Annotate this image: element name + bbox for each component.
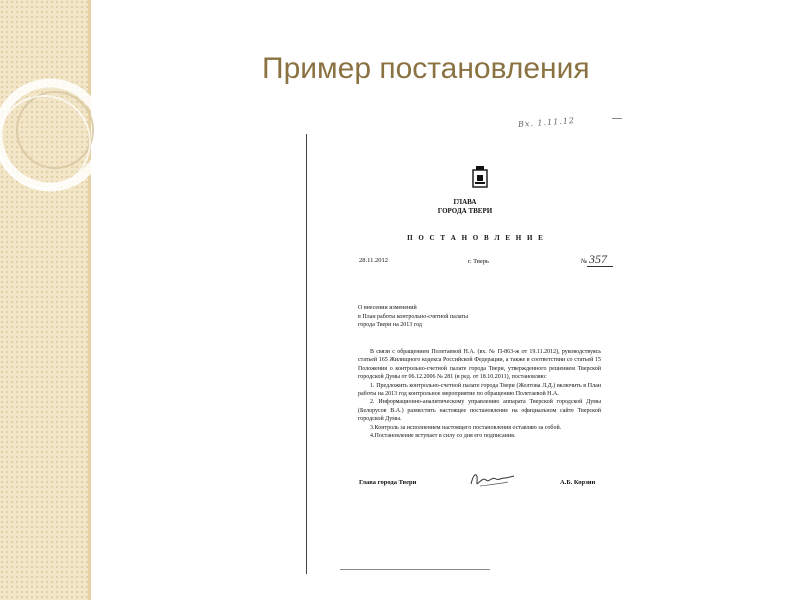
subject-line: в План работы контрольно-счетной палаты (358, 313, 469, 320)
number-underline (587, 266, 613, 267)
header-title: ГЛАВА (453, 198, 477, 206)
subject-line: города Твери на 2013 год (358, 322, 422, 328)
subject-line: О внесении изменений (358, 305, 417, 311)
handwritten-note: Вх. 1.11.12 (517, 116, 576, 129)
decorative-rings (0, 60, 140, 240)
body-paragraph: В связи с обращением Полетаевой Н.А. (вх. № П-863-ж от 19.11.2012), руководствуясь статьей 165 Жилищного кодекса Российской Федерации, а также в соответствии со статьей 15 Положения о контрольно-счетной палате города Твери, утвержденного решением Тверской городской Думы от 06.12.2006 № 281 (в ред. от 18.10.2011), постановляю: (358, 349, 601, 381)
document-subject (358, 304, 508, 330)
document-number: 357 (589, 252, 607, 266)
document-type: П О С Т А Н О В Л Е Н И Е (407, 234, 545, 242)
handwritten-signature (468, 468, 518, 490)
body-paragraph: 3.Контроль за исполнением настоящего постановления оставляю за собой. (370, 424, 562, 431)
body-paragraph: 2. Информационно-аналитическому управлению аппарата Тверской городской Думы (Белорусов В.А.) разместить настоящее постановление на официальном сайте Тверской городской Думы. (358, 399, 601, 423)
signature-name: А.Б. Корзин (560, 479, 596, 486)
body-paragraph: 1. Предложить контрольно-счетной палате города Твери (Жолтова Л.Д.) включить в План работы на 2013 год контрольное мероприятие по обращению Полетаевой Н.А. (358, 382, 601, 398)
scan-mark (612, 118, 622, 119)
document-body (358, 348, 601, 440)
scanned-document (300, 108, 630, 578)
signature-role: Глава города Твери (359, 479, 417, 486)
document-date: 28.11.2012 (359, 257, 389, 264)
city-emblem-icon (472, 166, 488, 188)
header-subtitle: ГОРОДА ТВЕРИ (437, 207, 493, 215)
slide-title: Пример постановления (262, 52, 590, 85)
body-paragraph: 4.Постановление вступает в силу со дня его подписания. (370, 433, 516, 440)
document-city: г. Тверь (468, 258, 489, 265)
document-number-label: № (581, 258, 588, 265)
scan-edge-bottom (340, 569, 490, 570)
